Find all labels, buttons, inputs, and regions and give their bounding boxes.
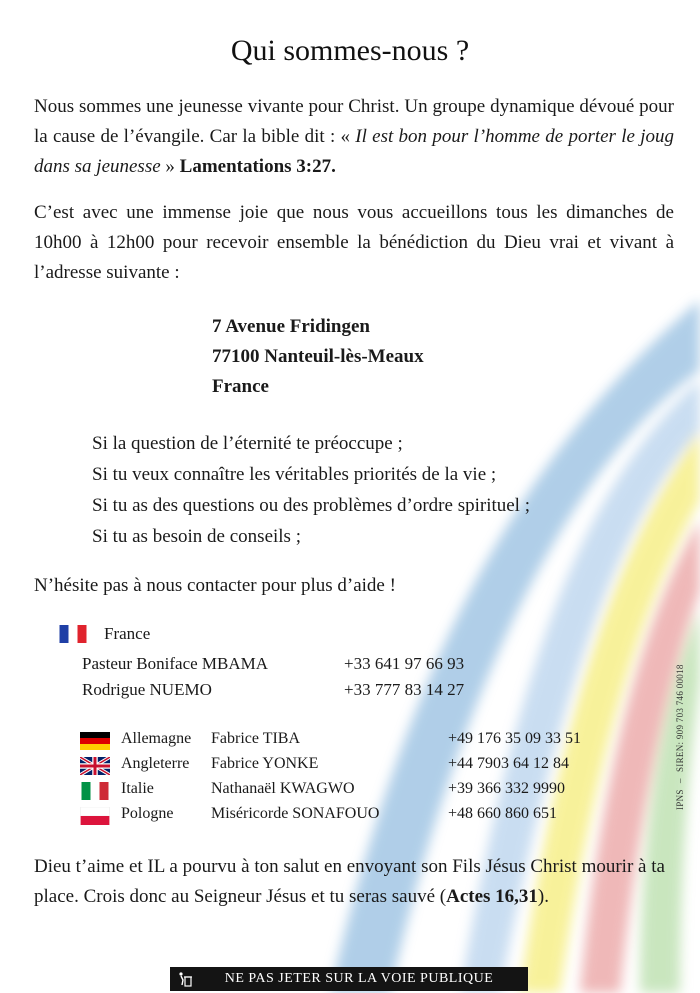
footer-text: NE PAS JETER SUR LA VOIE PUBLIQUE xyxy=(224,971,494,986)
contact-name: Fabrice TIBA xyxy=(211,730,301,747)
uk-flag-icon xyxy=(80,757,110,775)
country-name: Angleterre xyxy=(121,755,190,772)
contact-phone: +48 660 860 651 xyxy=(448,805,558,822)
country-name: Italie xyxy=(121,780,154,797)
questions-list xyxy=(92,428,530,552)
address-city: 77100 Nanteuil-lès-Meaux xyxy=(212,346,424,367)
intro-quote-close: » xyxy=(160,156,180,177)
bible-reference: Lamentations 3:27. xyxy=(179,156,336,177)
trash-bin-icon xyxy=(170,967,200,991)
ipns-label: IPNS xyxy=(675,789,685,810)
closing-reference: Actes 16,31 xyxy=(446,886,538,907)
contact-name: Pasteur Boniface MBAMA xyxy=(82,654,269,673)
contact-name: Nathanaël KWAGWO xyxy=(211,780,355,797)
contact-phone: +44 7903 64 12 84 xyxy=(448,755,570,772)
germany-flag-icon xyxy=(80,732,110,750)
intro-text: Nous sommes une jeunesse vivante pour Christ. Un groupe dynamique dévoué pour la cause de l’évangile. Car la bible dit : « xyxy=(34,96,674,147)
welcome-paragraph: C’est avec une immense joie que nous vous accueillons tous les dimanches de 10h00 à 12h00 pour recevoir ensemble la bénédiction du Dieu vrai et vivant à l’adresse suivante : xyxy=(34,202,674,283)
contact-phone: +33 777 83 14 27 xyxy=(344,680,465,699)
country-name: Allemagne xyxy=(121,730,192,747)
address-country: France xyxy=(212,376,269,397)
contact-name: Fabrice YONKE xyxy=(211,755,319,772)
contact-invitation: N’hésite pas à nous contacter pour plus d’aide ! xyxy=(34,575,396,596)
question-item: Si tu veux connaître les véritables priorités de la vie ; xyxy=(92,464,497,485)
contact-phone: +49 176 35 09 33 51 xyxy=(448,730,582,747)
country-name: Pologne xyxy=(121,805,174,822)
italy-flag-icon xyxy=(80,782,110,800)
contact-phone: +39 366 332 9990 xyxy=(448,780,566,797)
intro-paragraph xyxy=(34,92,674,182)
closing-paragraph xyxy=(34,852,684,912)
page-title: Qui sommes-nous ? xyxy=(230,34,470,67)
france-contacts xyxy=(58,624,150,644)
contact-name: Rodrigue NUEMO xyxy=(82,680,212,699)
siren-note xyxy=(672,610,688,810)
separator: – xyxy=(675,778,685,784)
poland-flag-icon xyxy=(80,807,110,825)
france-flag-icon xyxy=(58,625,88,643)
bible-quote: Il est bon pour l’homme de porter le joug dans sa jeunesse xyxy=(34,126,674,177)
france-label: France xyxy=(104,624,151,643)
contact-name: Miséricorde SONAFOUO xyxy=(211,805,380,822)
question-item: Si la question de l’éternité te préoccupe ; xyxy=(92,433,403,454)
closing-text: Dieu t’aime et IL a pourvu à ton salut en envoyant son Fils Jésus Christ mourir à ta place. Crois donc au Seigneur Jésus et tu seras sauvé ( xyxy=(34,856,665,907)
closing-end: ). xyxy=(537,886,549,907)
footer-banner xyxy=(170,967,528,991)
address-street: 7 Avenue Fridingen xyxy=(212,316,370,337)
question-item: Si tu as besoin de conseils ; xyxy=(92,526,301,547)
church-address xyxy=(212,312,424,402)
contact-phone: +33 641 97 66 93 xyxy=(344,654,465,673)
question-item: Si tu as des questions ou des problèmes d’ordre spirituel ; xyxy=(92,495,530,516)
siren-number: SIREN: 909 703 746 00018 xyxy=(675,664,685,773)
